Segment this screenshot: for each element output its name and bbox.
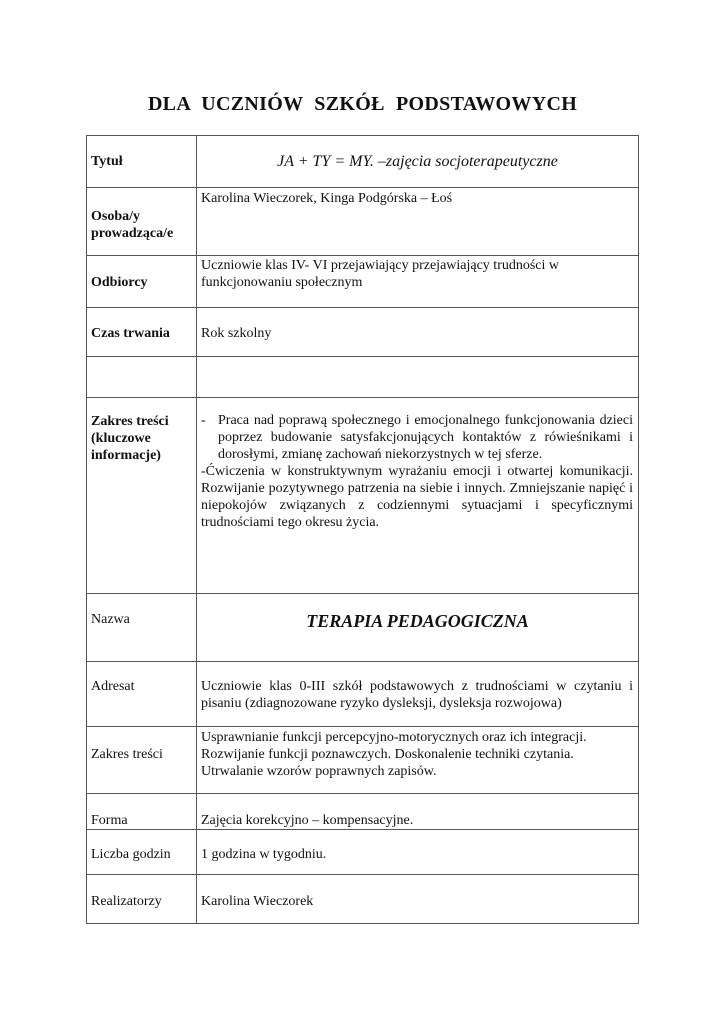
table-row [87, 136, 639, 188]
list-item: - Praca nad poprawą społecznego i emocjonalnego funkcjonowania dzieci poprzez budowanie satysfakcjonujących kontaktów z rówieśnikami i dorosłymi, zmianę zachowań niekorzystnych w tej sferze. [201, 412, 633, 463]
staff-label: Realizatorzy [91, 894, 162, 909]
scope-paragraph: -Ćwiczenia w konstruktywnym wyrażaniu emocji i otwartej komunikacji. Rozwijanie pozytywnego patrzenia na siebie i innych. Zmniejszanie napięć i niepokojów związanych z codziennymi sytuacjami i specyficznymi trudnościami tego okresu życia. [201, 464, 633, 530]
table-row [87, 398, 639, 594]
table-row [87, 830, 639, 875]
table-row [87, 662, 639, 727]
leader-label: Osoba/y prowadząca/e [91, 209, 174, 241]
form-value: Zajęcia korekcyjno – kompensacyjne. [201, 813, 414, 828]
title-label: Tytuł [91, 154, 123, 169]
name-value: TERAPIA PEDAGOGICZNA [306, 611, 529, 631]
programs-table [86, 135, 639, 924]
table-row [87, 794, 639, 830]
name-label: Nazwa [91, 612, 130, 627]
addressee-value: Uczniowie klas 0-III szkół podstawowych z trudnościami w czytaniu i pisaniu (zdiagnozowane ryzyko dysleksji, dysleksja rozwojowa) [201, 679, 633, 711]
audience-label: Odbiorcy [91, 275, 148, 290]
table-row [87, 727, 639, 794]
audience-value: Uczniowie klas IV- VI przejawiający przejawiający trudności w funkcjonowaniu społecznym [201, 258, 560, 290]
title-value: JA + TY = MY. –zajęcia socjoterapeutyczne [277, 153, 558, 170]
hours-value: 1 godzina w tygodniu. [201, 847, 327, 862]
addressee-label: Adresat [91, 679, 135, 694]
duration-value: Rok szkolny [201, 326, 272, 341]
table-row [87, 594, 639, 662]
staff-value: Karolina Wieczorek [201, 894, 314, 909]
table-row [87, 188, 639, 256]
leader-value: Karolina Wieczorek, Kinga Podgórska – Łoś [201, 191, 453, 206]
scope2-label: Zakres treści [91, 747, 163, 762]
table-row [87, 308, 639, 357]
duration-label: Czas trwania [91, 326, 170, 341]
scope2-value: Usprawnianie funkcji percepcyjno-motorycznych oraz ich integracji. Rozwijanie funkcji poznawczych. Doskonalenie techniki czytania. Utrwalanie wzorów poprawnych zapisów. [201, 730, 587, 779]
table-row [87, 256, 639, 308]
form-label: Forma [91, 813, 128, 828]
hours-label: Liczba godzin [91, 847, 171, 862]
table-row [87, 357, 639, 398]
scope-label: Zakres treści (kluczowe informacje) [91, 414, 169, 463]
page-title: DLA UCZNIÓW SZKÓŁ PODSTAWOWYCH [147, 93, 578, 115]
table-row [87, 875, 639, 924]
scope-list [201, 412, 633, 463]
